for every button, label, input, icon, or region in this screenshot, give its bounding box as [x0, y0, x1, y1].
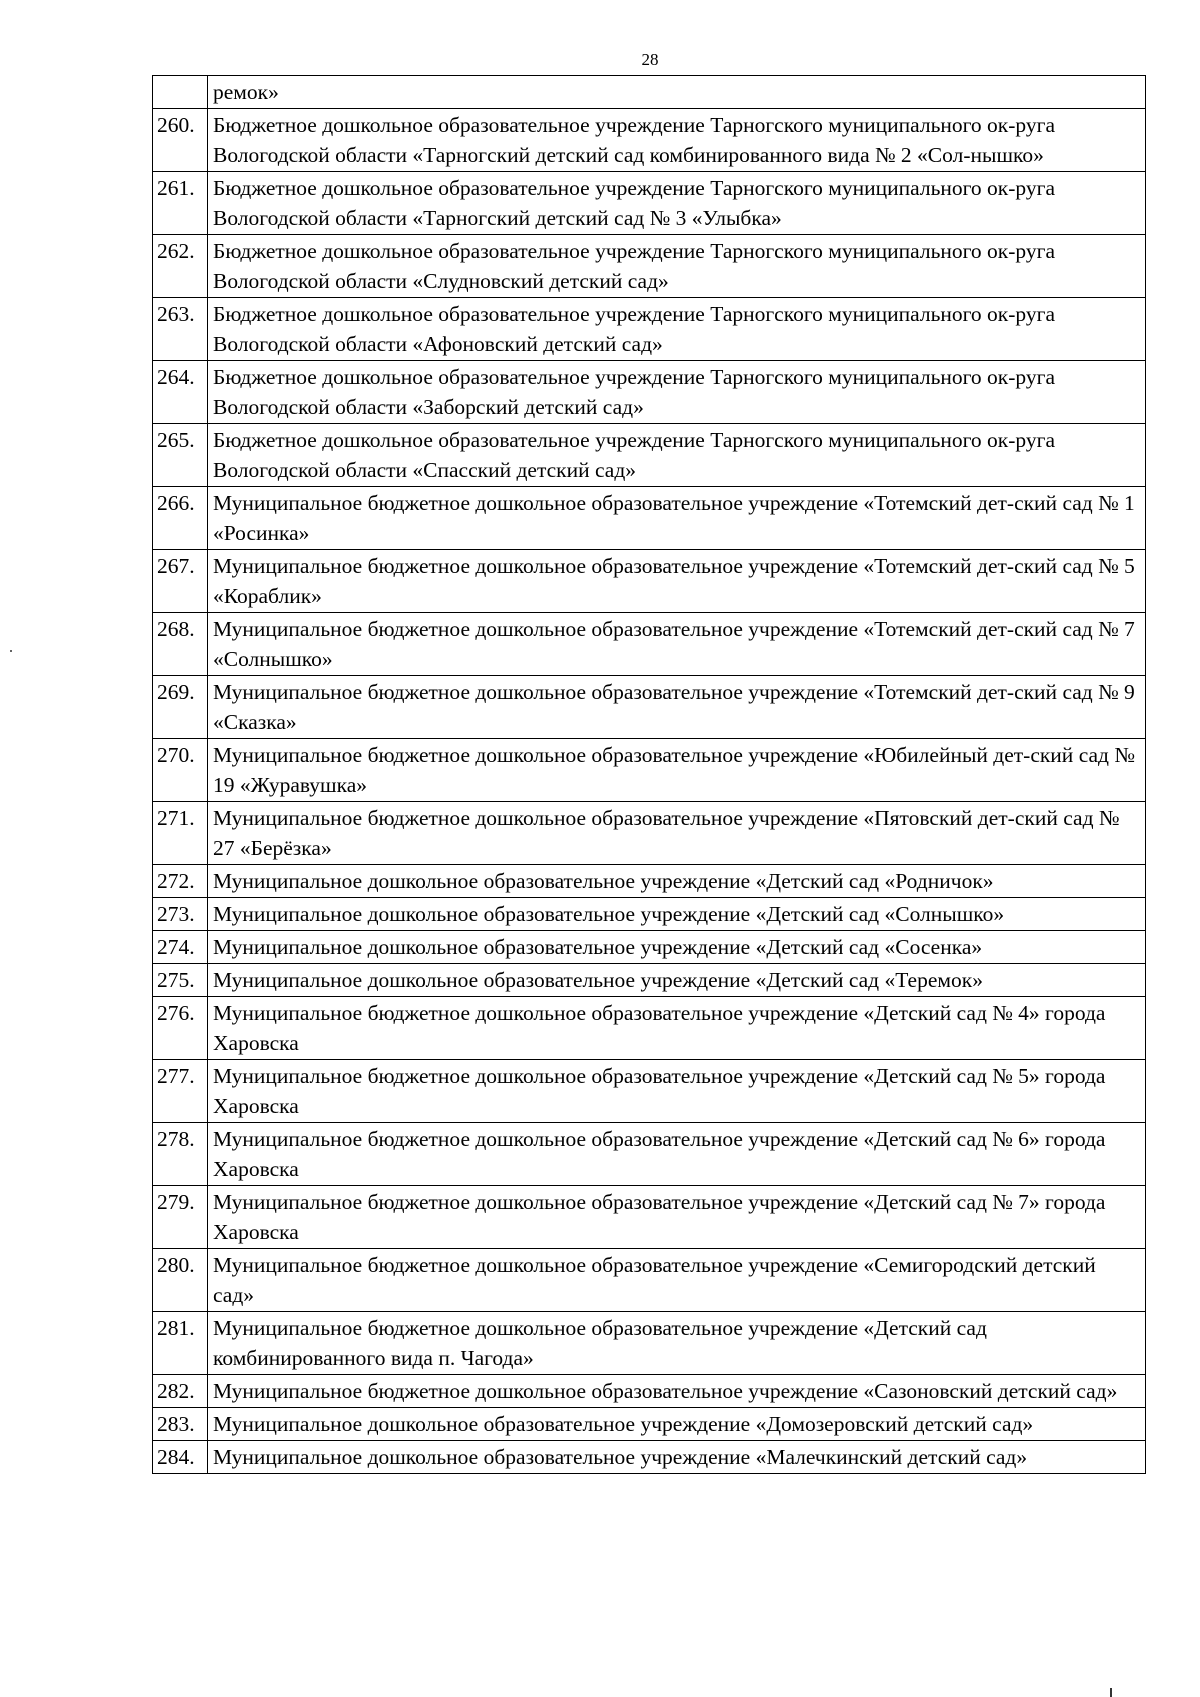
institution-name: Муниципальное бюджетное дошкольное образовательное учреждение «Тотемский дет-ский сад № 9 «Сказка» — [208, 676, 1146, 739]
scan-speck — [10, 650, 12, 652]
row-number: 264. — [153, 361, 208, 424]
institution-name: Муниципальное бюджетное дошкольное образовательное учреждение «Тотемский дет-ский сад № 7 «Солнышко» — [208, 613, 1146, 676]
institution-name: Муниципальное бюджетное дошкольное образовательное учреждение «Детский сад № 7» города Харовска — [208, 1186, 1146, 1249]
row-number: 283. — [153, 1408, 208, 1441]
row-number: 273. — [153, 898, 208, 931]
institution-name: ремок» — [208, 76, 1146, 109]
institution-name: Муниципальное бюджетное дошкольное образовательное учреждение «Детский сад № 4» города Харовска — [208, 997, 1146, 1060]
table-row — [153, 361, 1146, 424]
table-row — [153, 235, 1146, 298]
table-row — [153, 802, 1146, 865]
row-number: 278. — [153, 1123, 208, 1186]
table-row — [153, 298, 1146, 361]
table-row — [153, 109, 1146, 172]
institution-name: Муниципальное бюджетное дошкольное образовательное учреждение «Детский сад № 5» города Харовска — [208, 1060, 1146, 1123]
table-row — [153, 1123, 1146, 1186]
table-row — [153, 1441, 1146, 1474]
table-row — [153, 865, 1146, 898]
row-number: 272. — [153, 865, 208, 898]
institution-name: Бюджетное дошкольное образовательное учреждение Тарногского муниципального ок-руга Вологодской области «Афоновский детский сад» — [208, 298, 1146, 361]
table-row — [153, 1312, 1146, 1375]
row-number: 274. — [153, 931, 208, 964]
row-number: 268. — [153, 613, 208, 676]
institution-name: Муниципальное дошкольное образовательное учреждение «Детский сад «Теремок» — [208, 964, 1146, 997]
table-row — [153, 1186, 1146, 1249]
row-number: 281. — [153, 1312, 208, 1375]
institution-name: Муниципальное дошкольное образовательное учреждение «Домозеровский детский сад» — [208, 1408, 1146, 1441]
table-row — [153, 76, 1146, 109]
table-row — [153, 1060, 1146, 1123]
table-row — [153, 613, 1146, 676]
table-row — [153, 424, 1146, 487]
table-row — [153, 550, 1146, 613]
institution-name: Муниципальное дошкольное образовательное учреждение «Детский сад «Сосенка» — [208, 931, 1146, 964]
table-row — [153, 997, 1146, 1060]
table-row — [153, 1249, 1146, 1312]
institution-name: Муниципальное бюджетное дошкольное образовательное учреждение «Детский сад комбинированного вида п. Чагода» — [208, 1312, 1146, 1375]
institution-name: Муниципальное бюджетное дошкольное образовательное учреждение «Детский сад № 6» города Харовска — [208, 1123, 1146, 1186]
table-row — [153, 931, 1146, 964]
table-row — [153, 898, 1146, 931]
institution-name: Бюджетное дошкольное образовательное учреждение Тарногского муниципального ок-руга Вологодской области «Слудновский детский сад» — [208, 235, 1146, 298]
scan-mark — [1110, 1688, 1112, 1697]
institution-name: Муниципальное бюджетное дошкольное образовательное учреждение «Сазоновский детский сад» — [208, 1375, 1146, 1408]
page-number: 28 — [641, 50, 659, 69]
row-number: 276. — [153, 997, 208, 1060]
row-number: 282. — [153, 1375, 208, 1408]
table-row — [153, 1375, 1146, 1408]
institution-name: Муниципальное бюджетное дошкольное образовательное учреждение «Семигородский детский сад» — [208, 1249, 1146, 1312]
row-number: 261. — [153, 172, 208, 235]
row-number: 266. — [153, 487, 208, 550]
row-number: 269. — [153, 676, 208, 739]
institution-name: Бюджетное дошкольное образовательное учреждение Тарногского муниципального ок-руга Вологодской области «Заборский детский сад» — [208, 361, 1146, 424]
institution-name: Муниципальное бюджетное дошкольное образовательное учреждение «Юбилейный дет-ский сад № 19 «Журавушка» — [208, 739, 1146, 802]
institution-name: Муниципальное дошкольное образовательное учреждение «Детский сад «Родничок» — [208, 865, 1146, 898]
table-row — [153, 487, 1146, 550]
institution-name: Муниципальное бюджетное дошкольное образовательное учреждение «Пятовский дет-ский сад № 27 «Берёзка» — [208, 802, 1146, 865]
institution-name: Бюджетное дошкольное образовательное учреждение Тарногского муниципального ок-руга Вологодской области «Тарногский детский сад № 3 «Улыбка» — [208, 172, 1146, 235]
row-number: 271. — [153, 802, 208, 865]
row-number: 262. — [153, 235, 208, 298]
table-row — [153, 676, 1146, 739]
institutions-table — [152, 75, 1146, 1474]
institution-name: Бюджетное дошкольное образовательное учреждение Тарногского муниципального ок-руга Вологодской области «Спасский детский сад» — [208, 424, 1146, 487]
institution-name: Муниципальное бюджетное дошкольное образовательное учреждение «Тотемский дет-ский сад № 5 «Кораблик» — [208, 550, 1146, 613]
row-number: 260. — [153, 109, 208, 172]
row-number: 284. — [153, 1441, 208, 1474]
table-row — [153, 964, 1146, 997]
table-row — [153, 1408, 1146, 1441]
institution-name: Муниципальное дошкольное образовательное учреждение «Детский сад «Солнышко» — [208, 898, 1146, 931]
row-number: 280. — [153, 1249, 208, 1312]
institutions-table-body — [153, 76, 1146, 1474]
row-number — [153, 76, 208, 109]
institution-name: Муниципальное дошкольное образовательное учреждение «Малечкинский детский сад» — [208, 1441, 1146, 1474]
row-number: 263. — [153, 298, 208, 361]
row-number: 265. — [153, 424, 208, 487]
row-number: 270. — [153, 739, 208, 802]
institution-name: Бюджетное дошкольное образовательное учреждение Тарногского муниципального ок-руга Вологодской области «Тарногский детский сад комбинированного вида № 2 «Сол-нышко» — [208, 109, 1146, 172]
institution-name: Муниципальное бюджетное дошкольное образовательное учреждение «Тотемский дет-ский сад № 1 «Росинка» — [208, 487, 1146, 550]
row-number: 275. — [153, 964, 208, 997]
table-row — [153, 172, 1146, 235]
table-row — [153, 739, 1146, 802]
row-number: 279. — [153, 1186, 208, 1249]
row-number: 277. — [153, 1060, 208, 1123]
row-number: 267. — [153, 550, 208, 613]
